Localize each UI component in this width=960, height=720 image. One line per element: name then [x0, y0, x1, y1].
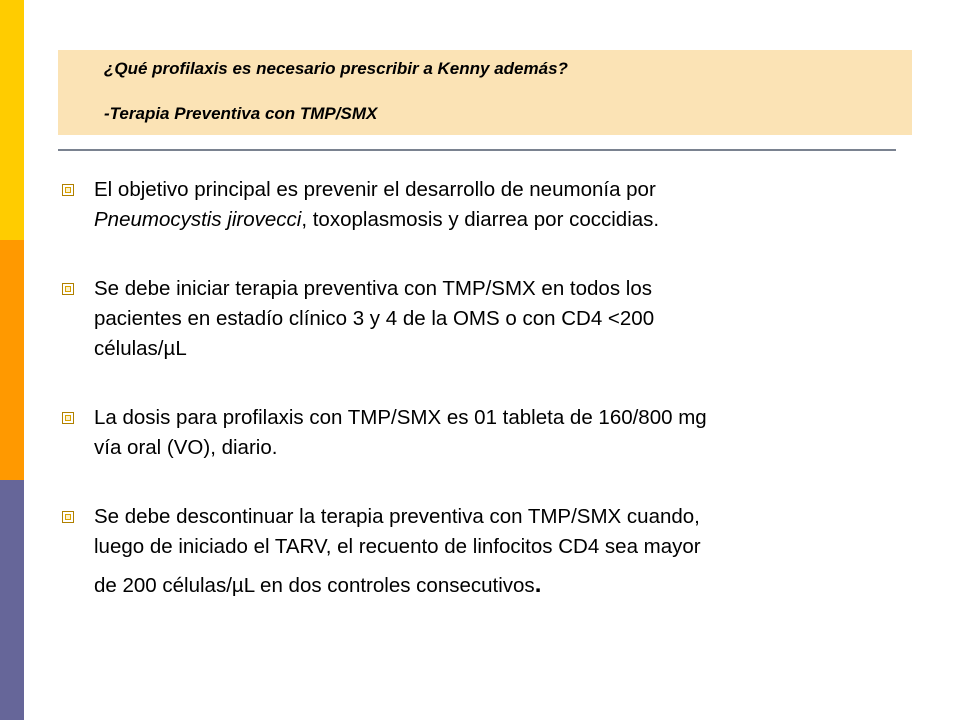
bullet-text-italic: Pneumocystis jirovecci	[94, 208, 302, 231]
side-bar-orange	[0, 240, 24, 480]
title-question: ¿Qué profilaxis es necesario prescribir a Kenny además?	[104, 59, 568, 78]
bullet-text	[94, 175, 908, 235]
square-bullet-icon	[62, 184, 74, 196]
square-bullet-icon	[62, 283, 74, 295]
bullet-text-end: .	[534, 571, 542, 598]
bullet-item-discontinue	[58, 502, 908, 601]
title-box	[58, 50, 912, 135]
title-answer: -Terapia Preventiva con TMP/SMX	[104, 104, 378, 123]
bullet-text	[94, 274, 908, 364]
bullet-item-start-therapy	[58, 274, 908, 364]
bullet-text-line2: luego de iniciado el TARV, el recuento de linfocitos CD4 sea mayor	[94, 535, 701, 558]
bullet-text	[94, 502, 908, 601]
bullet-text	[94, 403, 908, 463]
bullet-list	[58, 175, 908, 601]
bullet-text-part2: , toxoplasmosis y diarrea por coccidias.	[301, 208, 660, 231]
side-bar-yellow	[0, 0, 24, 240]
bullet-text-line2: pacientes en estadío clínico 3 y 4 de la OMS o con CD4 <200	[94, 307, 655, 330]
bullet-text-line1: Se debe iniciar terapia preventiva con TMP/SMX en todos los	[94, 277, 652, 300]
bullet-text-line2	[94, 205, 908, 235]
bullet-text-line3	[94, 570, 908, 601]
bullet-text-line2: vía oral (VO), diario.	[94, 436, 278, 459]
bullet-text-line1: Se debe descontinuar la terapia preventiva con TMP/SMX cuando,	[94, 505, 700, 528]
bullet-item-objective	[58, 175, 908, 235]
bullet-text-line1: La dosis para profilaxis con TMP/SMX es 01 tableta de 160/800 mg	[94, 406, 707, 429]
square-bullet-icon	[62, 511, 74, 523]
square-bullet-icon	[62, 412, 74, 424]
bullet-item-dose	[58, 403, 908, 463]
bullet-text-line3: células/µL	[94, 337, 187, 360]
bullet-text-line3-content: de 200 células/µL en dos controles consecutivos	[94, 574, 535, 597]
bullet-text-part1: El objetivo principal es prevenir el desarrollo de neumonía por	[94, 178, 656, 201]
divider-rule	[58, 149, 896, 151]
side-bar-purple	[0, 480, 24, 720]
